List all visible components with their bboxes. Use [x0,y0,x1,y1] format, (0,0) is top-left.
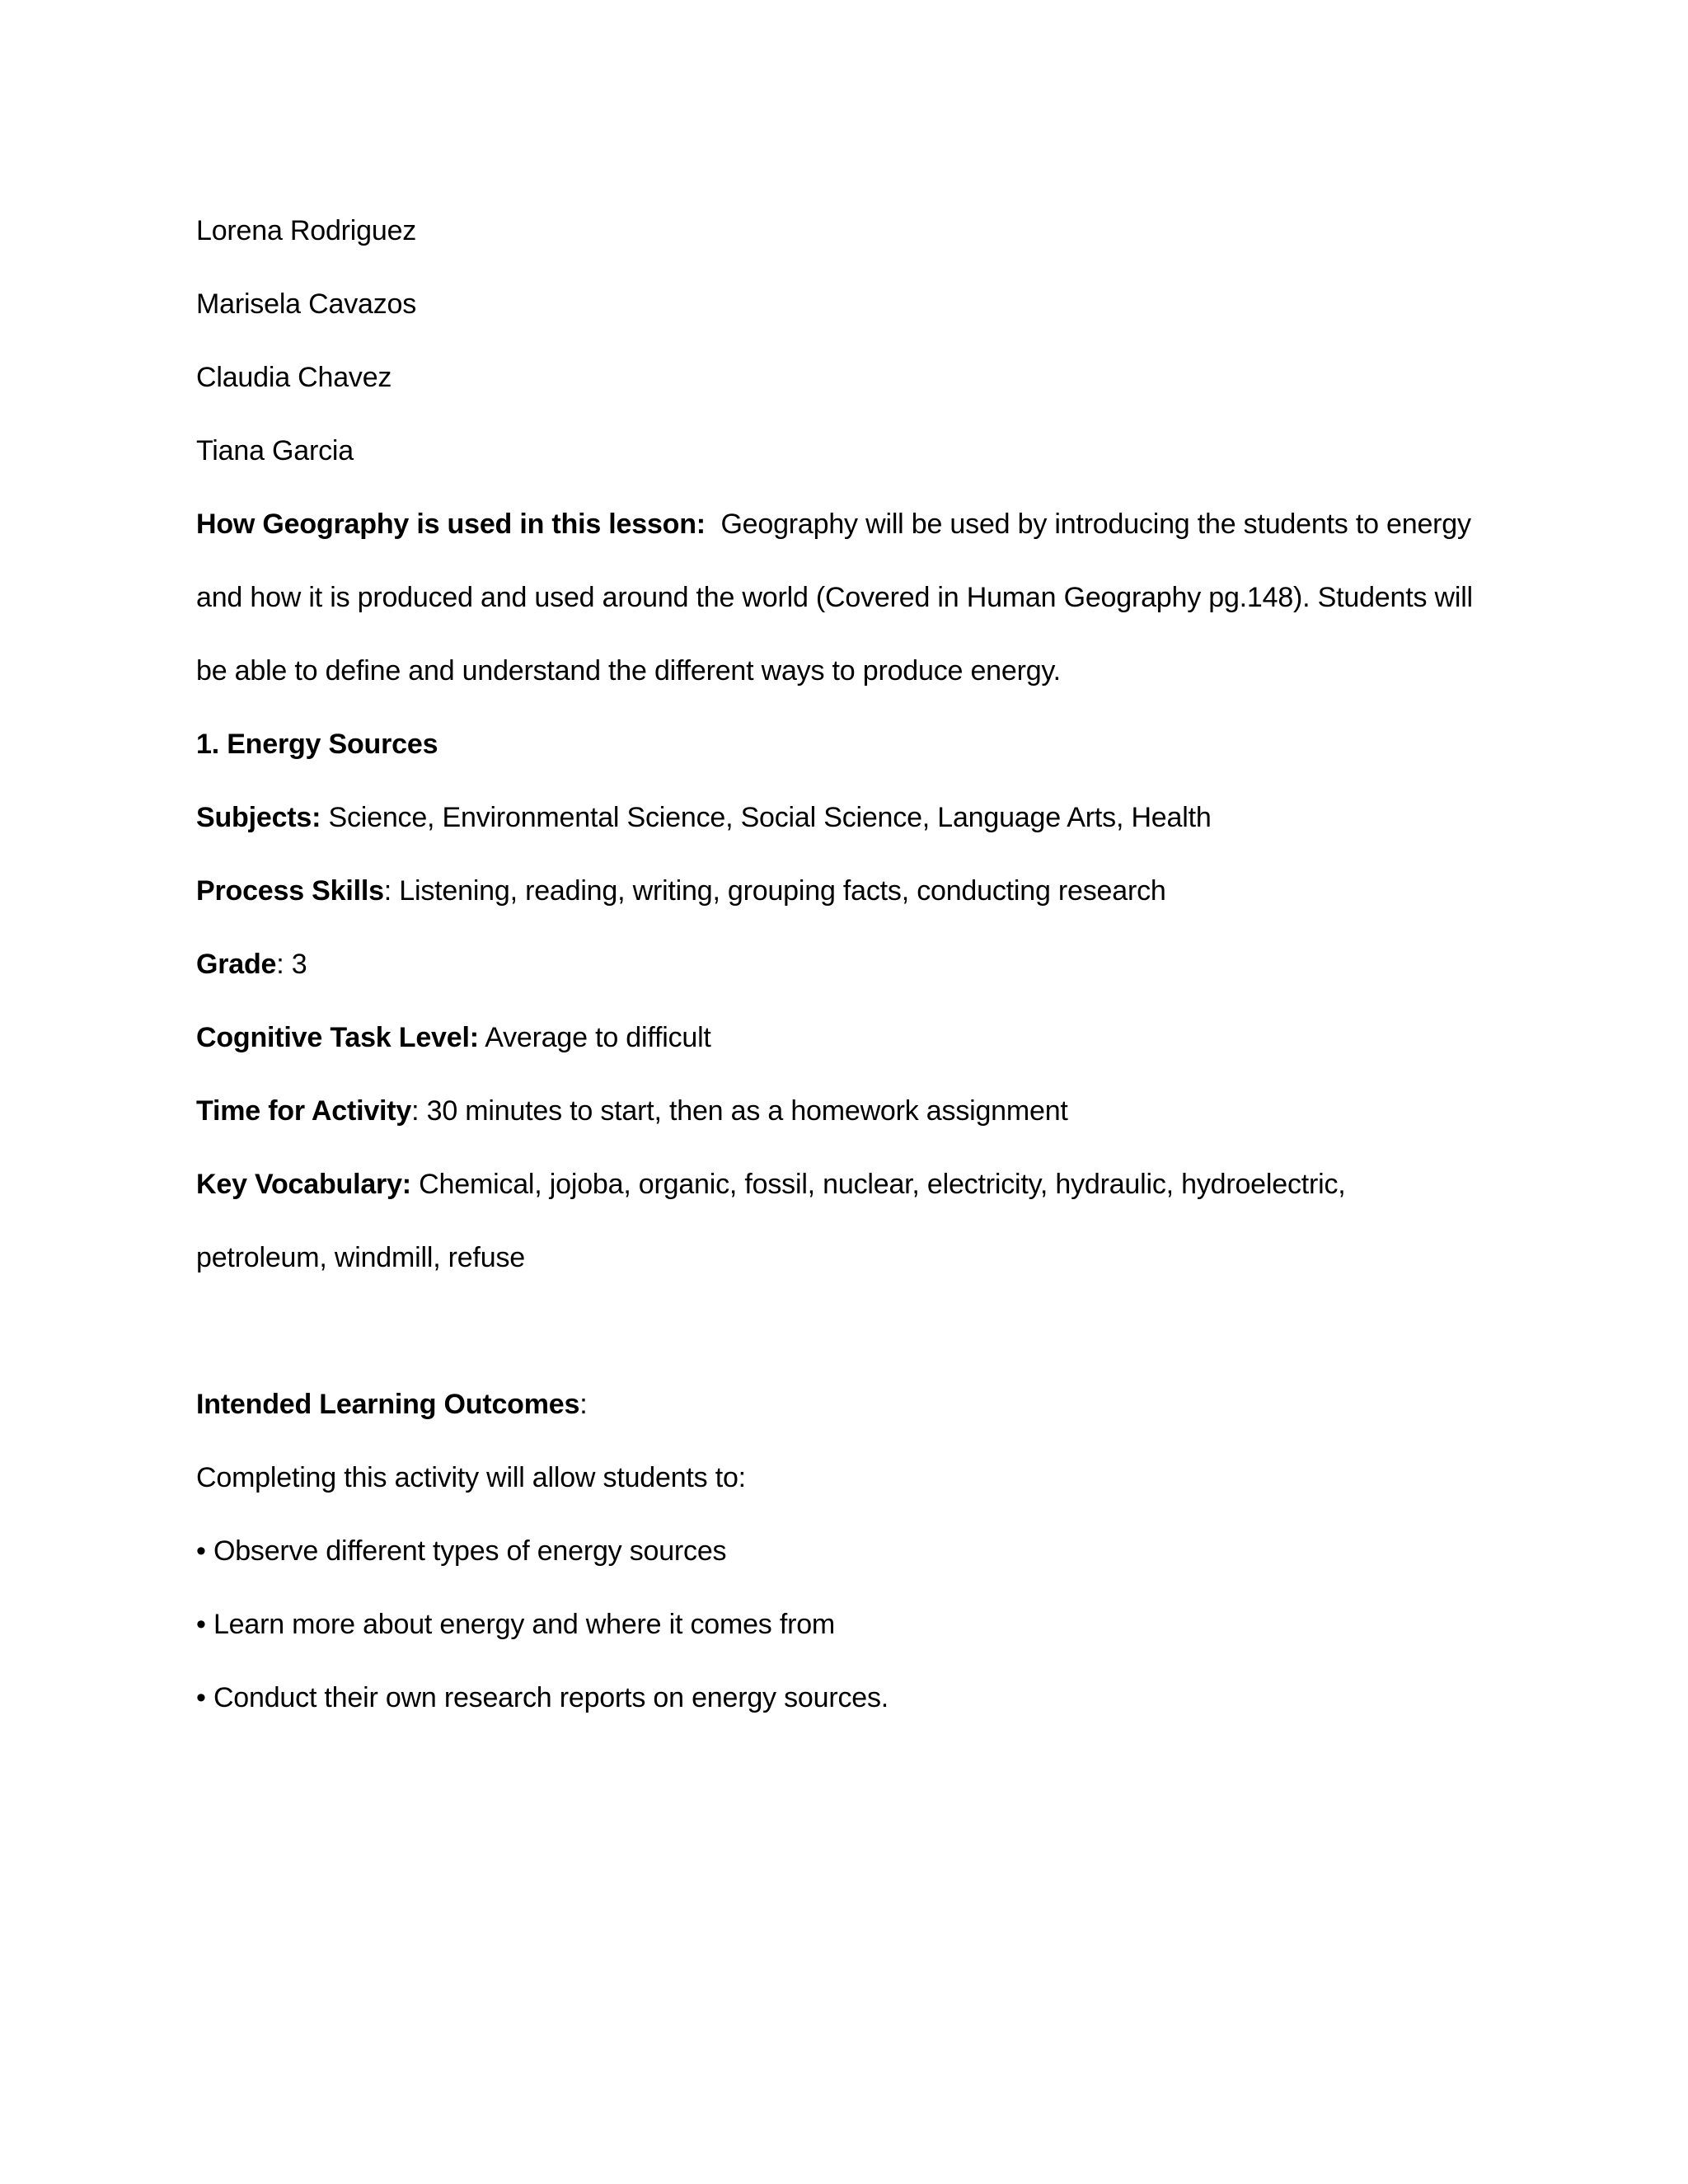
subjects-value: Science, Environmental Science, Social Science, Language Arts, Health [328,802,1212,833]
author-name: Tiana Garcia [196,435,354,466]
process-skills-label: Process Skills [196,875,384,907]
cognitive-value: Average to difficult [485,1022,711,1053]
process-skills-line [196,855,1498,928]
process-skills-value: : Listening, reading, writing, grouping facts, conducting research [383,875,1166,907]
outcome-bullet: • Observe different types of energy sources [196,1535,727,1567]
time-value: : 30 minutes to start, then as a homework assignment [411,1095,1068,1127]
outcomes-intro: Completing this activity will allow students to: [196,1462,746,1493]
vocab-line-1 [196,1148,1498,1221]
outcome-bullet: • Learn more about energy and where it comes from [196,1609,836,1640]
subjects-line [196,781,1498,855]
cognitive-line [196,1001,1498,1075]
geography-text: Geography will be used by introducing the students to energy [720,509,1471,540]
lesson-title: 1. Energy Sources [196,729,438,760]
outcomes-colon: : [579,1389,588,1420]
time-line [196,1075,1498,1148]
outcomes-label: Intended Learning Outcomes [196,1389,580,1420]
author-name: Marisela Cavazos [196,288,417,320]
author-name: Claudia Chavez [196,362,392,393]
document-page [196,194,1498,1735]
subjects-label: Subjects: [196,802,321,833]
grade-value: : 3 [276,949,307,980]
outcome-bullet: • Conduct their own research reports on energy sources. [196,1682,889,1713]
grade-line [196,928,1498,1001]
outcomes-heading [196,1368,1498,1441]
blank-line [196,1295,1498,1368]
geography-paragraph-line-1 [196,488,1498,561]
cognitive-label: Cognitive Task Level: [196,1022,479,1053]
author-name: Lorena Rodriguez [196,215,417,246]
geography-label: How Geography is used in this lesson: [196,509,706,540]
vocab-line-2: petroleum, windmill, refuse [196,1242,525,1273]
time-label: Time for Activity [196,1095,412,1127]
geography-paragraph-line-2: and how it is produced and used around the world (Covered in Human Geography pg.148). Students will [196,582,1473,613]
geography-paragraph-line-3: be able to define and understand the different ways to produce energy. [196,655,1061,687]
vocab-label: Key Vocabulary: [196,1169,411,1200]
vocab-value: Chemical, jojoba, organic, fossil, nuclear, electricity, hydraulic, hydroelectric, [419,1169,1346,1200]
grade-label: Grade [196,949,277,980]
